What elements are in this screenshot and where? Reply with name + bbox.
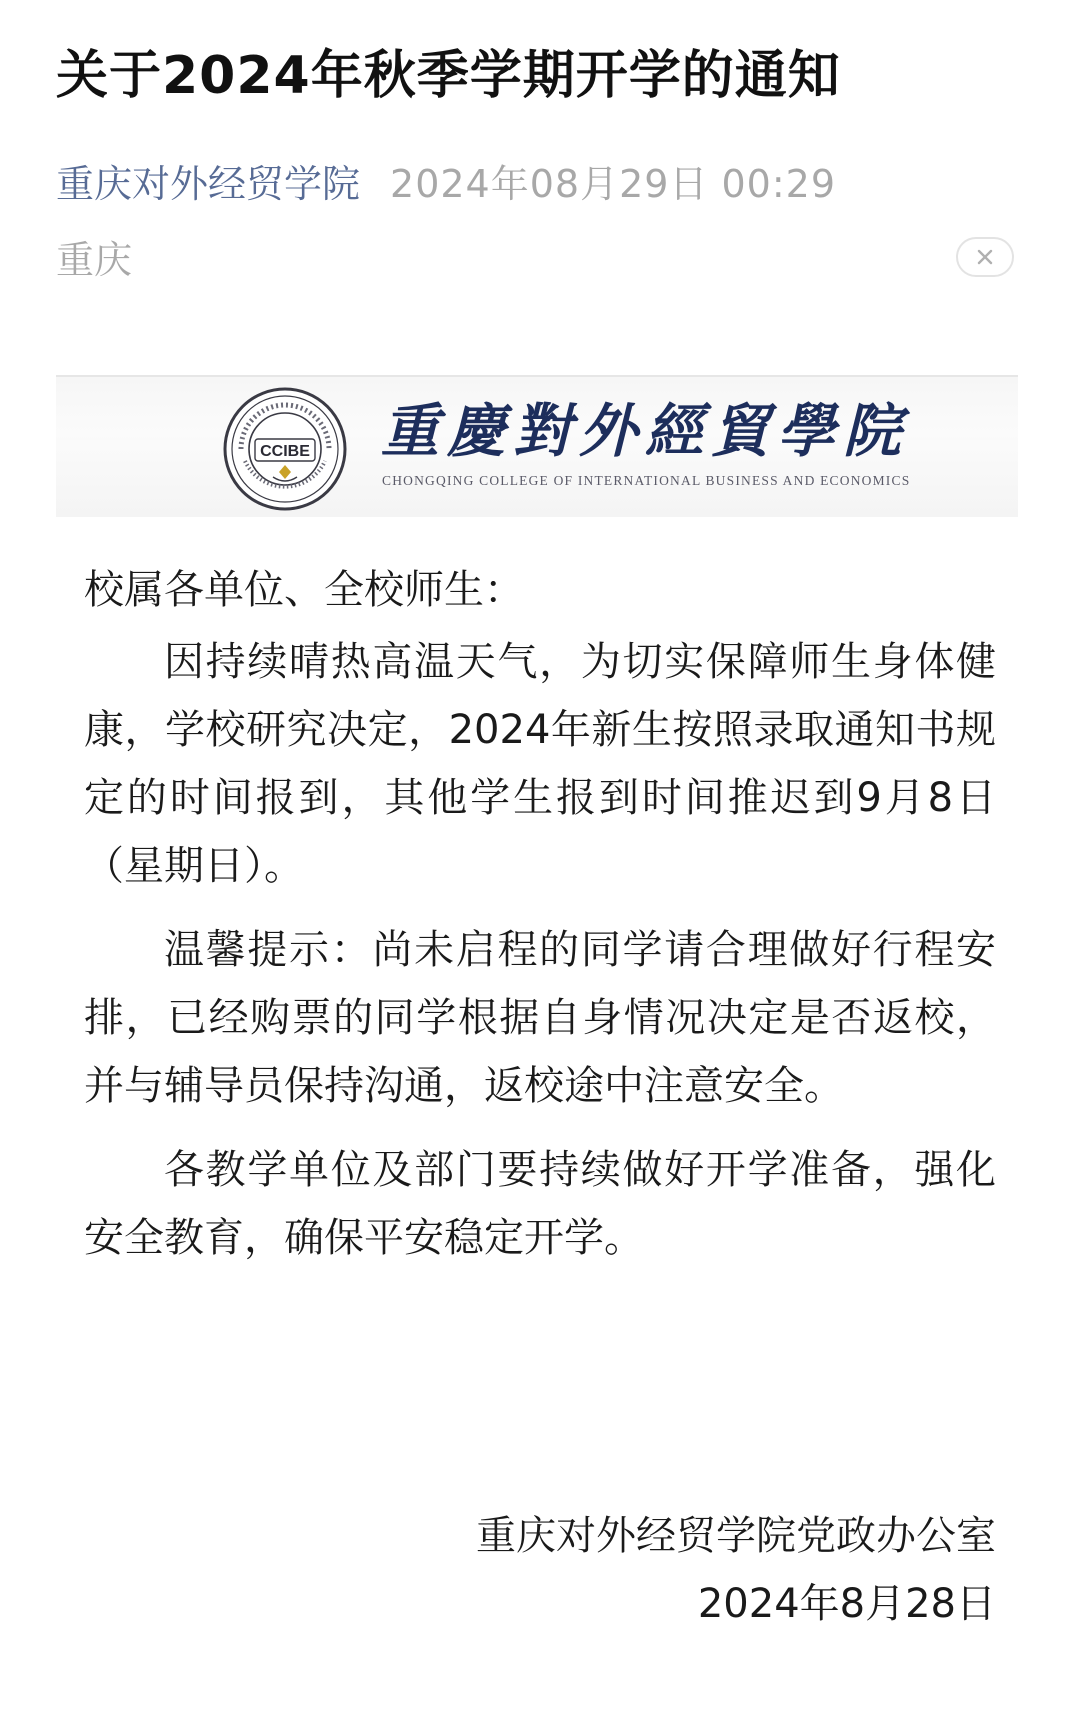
- college-name-english: CHONGQING COLLEGE OF INTERNATIONAL BUSINESS AND ECONOMICS: [382, 473, 911, 488]
- close-icon: [975, 247, 995, 267]
- paragraph-tips: 温馨提示：尚未启程的同学请合理做好行程安排，已经购票的同学根据自身情况决定是否返校，并与辅导员保持沟通，返校途中注意安全。: [84, 927, 996, 1109]
- paragraph-preparation: 各教学单位及部门要持续做好开学准备，强化安全教育，确保平安稳定开学。: [84, 1147, 996, 1261]
- paragraph-announcement: 因持续晴热高温天气，为切实保障师生身体健康，学校研究决定，2024年新生按照录取通知书规定的时间报到，其他学生报到时间推迟到9月8日（星期日）。: [84, 639, 996, 889]
- close-button[interactable]: [956, 237, 1014, 277]
- college-seal-icon: [221, 385, 349, 513]
- signature-block: [476, 1502, 996, 1638]
- account-name-link[interactable]: 重庆对外经贸学院: [56, 161, 361, 206]
- meta-row: [56, 150, 836, 210]
- college-banner: [56, 375, 1018, 517]
- seal-text: CCIBE: [260, 443, 310, 460]
- salutation: 校属各单位、全校师生：: [84, 567, 524, 613]
- article-title: 关于2024年秋季学期开学的通知: [56, 46, 841, 106]
- publish-time: 2024年08月29日 00:29: [390, 161, 837, 206]
- college-name-calligraphy: 重慶對外經貿學院: [381, 397, 910, 465]
- letter-body: [84, 556, 996, 1288]
- signature-office: 重庆对外经贸学院党政办公室: [476, 1513, 996, 1559]
- location-label: 重庆: [56, 238, 133, 282]
- signature-date: 2024年8月28日: [697, 1581, 996, 1627]
